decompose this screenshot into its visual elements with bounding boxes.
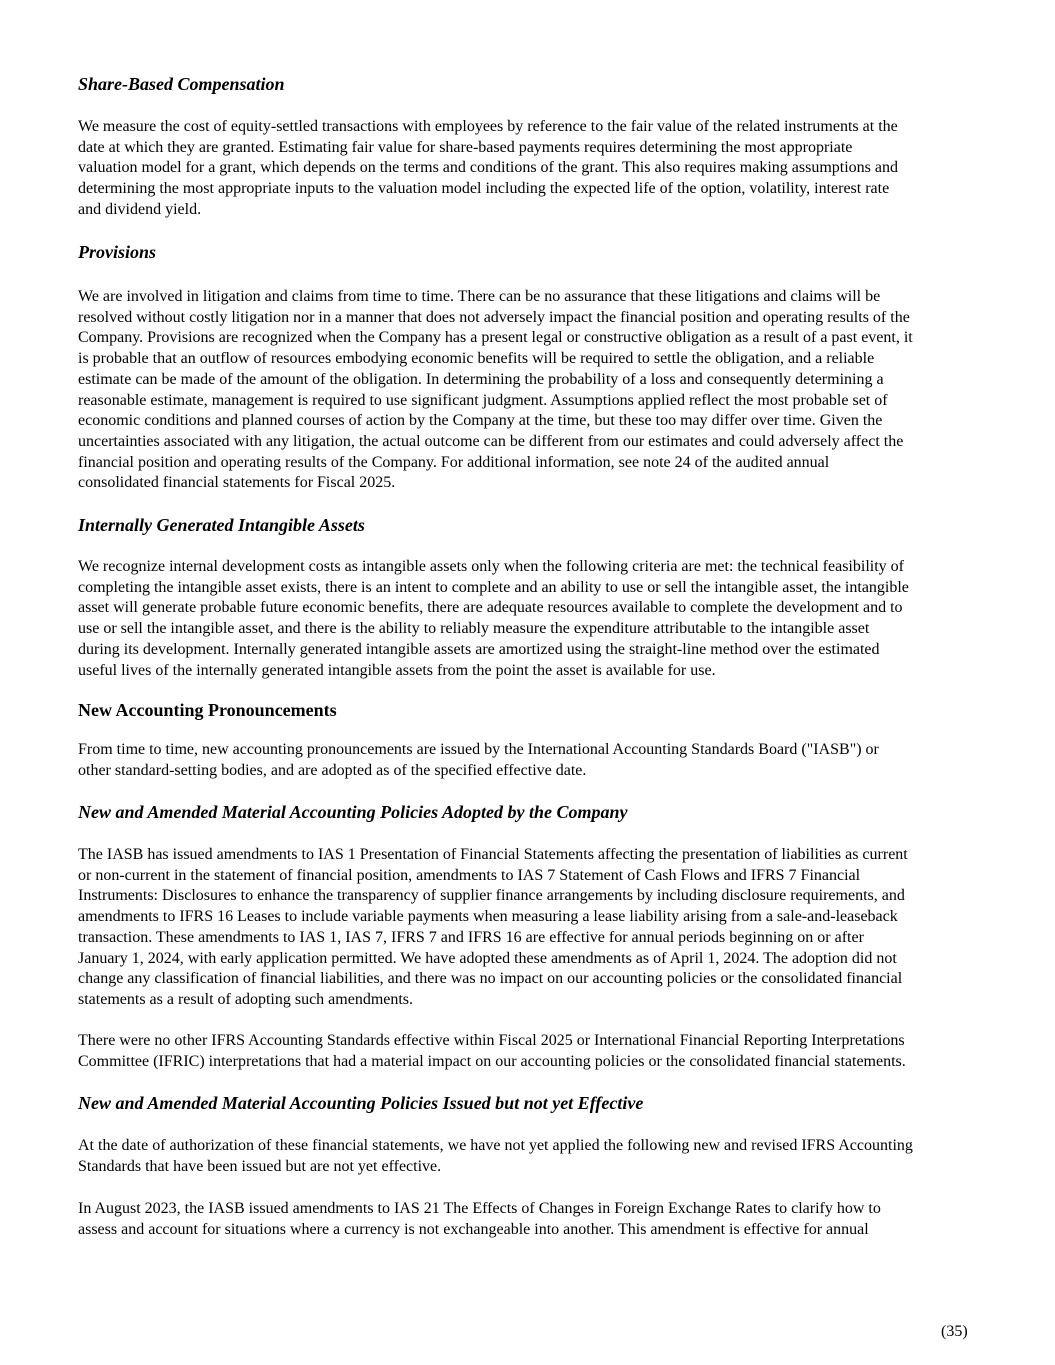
text-line: The IASB has issued amendments to IAS 1 Presentation of Financial Statements affecting the presentation of liabilities as current [78,846,908,863]
text-line: reasonable estimate, management is required to use significant judgment. Assumptions applied reflect the most probable set of [78,391,888,409]
text-line: From time to time, new accounting pronouncements are issued by the International Accounting Standards Board ("IASB") or [78,741,879,758]
text-line: assess and account for situations where a currency is not exchangeable into another. This amendment is effective for annual [78,1220,869,1238]
text-line: We recognize internal development costs as intangible assets only when the following criteria are met: the technical feasibility of [78,558,904,575]
paragraph-intangible-assets [78,557,909,681]
text-line: resolved without costly litigation nor in a manner that does not adversely impact the financial position and operating results of the [78,308,910,326]
text-line: asset will generate probable future economic benefits, there are adequate resources available to complete the development and to [78,599,903,617]
text-line: financial position and operating results of the Company. For additional information, see note 24 of the audited annual [78,453,830,471]
text-line: completing the intangible asset exists, there is an intent to complete and an ability to use or sell the intangible asset, the intangible [78,578,909,596]
text-line: There were no other IFRS Accounting Standards effective within Fiscal 2025 or International Financial Reporting Interpretations [78,1032,905,1049]
heading-provisions: Provisions [78,242,157,262]
text-line: uncertainties associated with any litigation, the actual outcome can be different from our estimates and could adversely affect the [78,432,904,450]
text-line: statements as a result of adopting such amendments. [78,990,414,1008]
heading-policies-adopted: New and Amended Material Accounting Policies Adopted by the Company [78,802,628,822]
text-line: In August 2023, the IASB issued amendments to IAS 21 The Effects of Changes in Foreign Exchange Rates to clarify how to [78,1200,881,1217]
text-line: consolidated financial statements for Fiscal 2025. [78,474,396,492]
text-line: Standards that have been issued but are not yet effective. [78,1157,442,1175]
paragraph-policies-adopted [78,845,908,1011]
text-line: estimate can be made of the amount of the obligation. In determining the probability of a loss and consequently determining a [78,370,884,388]
text-line: use or sell the intangible asset, and there is the ability to reliably measure the expenditure attributable to the intangible asset [78,620,870,638]
text-line: other standard-setting bodies, and are adopted as of the specified effective date. [78,761,587,779]
text-line: determining the most appropriate inputs to the valuation model including the expected life of the option, volatility, interest rate [78,180,890,198]
text-line: At the date of authorization of these financial statements, we have not yet applied the following new and revised IFRS Accounting [78,1137,913,1154]
text-line: We are involved in litigation and claims from time to time. There can be no assurance that these litigations and claims will be [78,288,881,305]
text-line: January 1, 2024, with early application permitted. We have adopted these amendments as of April 1, 2024. The adoption did not [78,949,897,967]
text-line: or non-current in the statement of financial position, amendments to IAS 7 Statement of Cash Flows and IFRS 7 Financial [78,866,861,884]
paragraph-ias21 [78,1199,881,1240]
paragraph-not-yet-applied [78,1136,913,1177]
heading-intangible-assets: Internally Generated Intangible Assets [78,515,365,535]
text-line: economic conditions and planned courses of action by the Company at the time, but these too may differ over time. Given the [78,412,883,430]
heading-new-pronouncements: New Accounting Pronouncements [78,700,337,720]
text-line: Committee (IFRIC) interpretations that had a material impact on our accounting policies or the consolidated financial statements. [78,1052,906,1070]
text-line: Company. Provisions are recognized when the Company has a present legal or constructive obligation as a result of a past event, it [78,329,913,347]
text-line: date at which they are granted. Estimating fair value for share-based payments requires determining the most appropriate [78,138,853,156]
paragraph-provisions [78,287,913,494]
paragraph-new-pronouncements [78,740,879,781]
heading-policies-not-effective: New and Amended Material Accounting Policies Issued but not yet Effective [78,1093,644,1113]
page-number: (35) [941,1323,968,1340]
text-line: transaction. These amendments to IAS 1, IAS 7, IFRS 7 and IFRS 16 are effective for annual periods beginning on or after [78,928,864,946]
text-line: useful lives of the internally generated intangible assets from the point the asset is available for use. [78,661,716,679]
paragraph-no-other-standards [78,1031,906,1072]
text-line: amendments to IFRS 16 Leases to include variable payments when measuring a lease liability arising from a sale-and-leaseback [78,908,898,926]
text-line: valuation model for a grant, which depends on the terms and conditions of the grant. This also requires making assumptions and [78,159,898,177]
heading-share-based-compensation: Share-Based Compensation [78,74,285,94]
text-line: Instruments: Disclosures to enhance the transparency of supplier finance arrangements by including disclosure requirements, and [78,887,905,905]
text-line: is probable that an outflow of resources embodying economic benefits will be required to settle the obligation, and a reliable [78,350,875,368]
text-line: during its development. Internally generated intangible assets are amortized using the straight-line method over the estimated [78,640,880,658]
text-line: and dividend yield. [78,200,202,218]
text-line: We measure the cost of equity-settled transactions with employees by reference to the fair value of the related instruments at the [78,118,898,135]
text-line: change any classification of financial liabilities, and there was no impact on our accounting policies or the consolidated financial [78,970,903,988]
paragraph-share-based [78,117,898,221]
